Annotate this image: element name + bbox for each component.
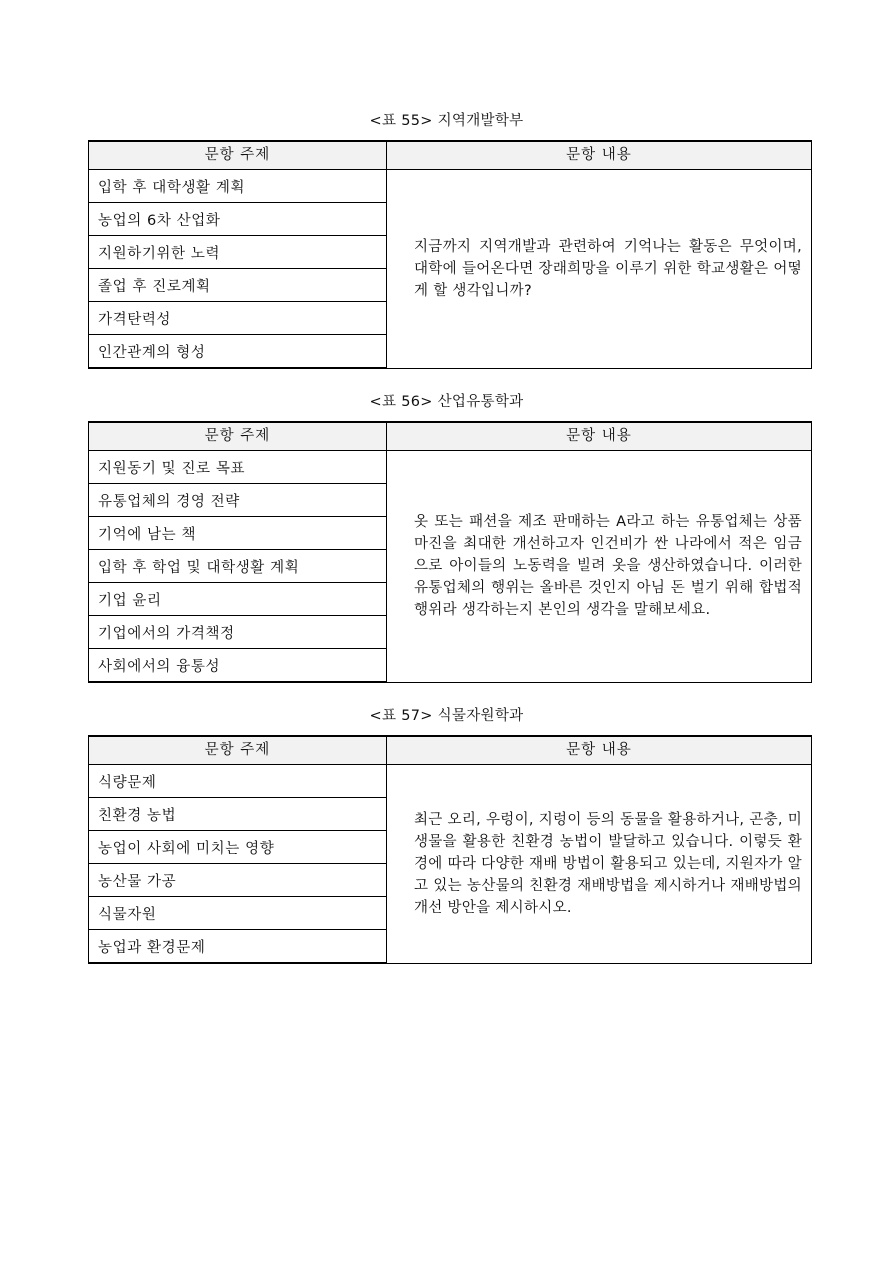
table-header-row [89, 736, 812, 765]
topic-cell: 입학 후 대학생활 계획 [89, 170, 387, 203]
table-caption: <표 56> 산업유통학과 [369, 394, 524, 410]
header-topic: 문항 주제 [89, 141, 387, 170]
topic-cell: 친환경 농법 [89, 798, 387, 831]
table-row [89, 170, 812, 203]
topic-cell: 지원하기위한 노력 [89, 236, 387, 269]
topic-cell: 식물자원 [89, 897, 387, 930]
topic-cell: 유통업체의 경영 전략 [89, 484, 387, 517]
topic-cell: 입학 후 학업 및 대학생활 계획 [89, 550, 387, 583]
topic-cell: 농업의 6차 산업화 [89, 203, 387, 236]
topic-cell: 가격탄력성 [89, 302, 387, 335]
topic-cell: 농업과 환경문제 [89, 930, 387, 964]
table-row [89, 451, 812, 484]
question-table [88, 735, 812, 964]
topic-cell: 졸업 후 진로계획 [89, 269, 387, 302]
header-topic: 문항 주제 [89, 422, 387, 451]
topic-cell: 농산물 가공 [89, 864, 387, 897]
table-header-row [89, 422, 812, 451]
question-table [88, 140, 812, 369]
table-caption: <표 55> 지역개발학부 [369, 113, 524, 129]
topic-cell: 지원동기 및 진로 목표 [89, 451, 387, 484]
table-row [89, 765, 812, 798]
content-cell: 최근 오리, 우렁이, 지렁이 등의 동물을 활용하거나, 곤충, 미생물을 활용한 친환경 농법이 발달하고 있습니다. 이렇듯 환경에 따라 다양한 재배 방법이 활용되고 있는데, 지원자가 알고 있는 농산물의 친환경 재배방법을 제시하거나 재배방법의 개선 방안을 제시하시오. [387, 765, 812, 964]
topic-cell: 기억에 남는 책 [89, 517, 387, 550]
header-content: 문항 내용 [387, 736, 812, 765]
topic-cell: 기업 윤리 [89, 583, 387, 616]
question-table [88, 421, 812, 683]
topic-cell: 인간관계의 형성 [89, 335, 387, 369]
topic-cell: 농업이 사회에 미치는 영향 [89, 831, 387, 864]
header-content: 문항 내용 [387, 422, 812, 451]
topic-cell: 사회에서의 융통성 [89, 649, 387, 683]
content-cell: 지금까지 지역개발과 관련하여 기억나는 활동은 무엇이며, 대학에 들어온다면 장래희망을 이루기 위한 학교생활은 어떻게 할 생각입니까? [387, 170, 812, 369]
topic-cell: 기업에서의 가격책정 [89, 616, 387, 649]
header-topic: 문항 주제 [89, 736, 387, 765]
topic-cell: 식량문제 [89, 765, 387, 798]
table-caption: <표 57> 식물자원학과 [369, 708, 524, 724]
table-header-row [89, 141, 812, 170]
content-cell: 옷 또는 패션을 제조 판매하는 A라고 하는 유통업체는 상품마진을 최대한 개선하고자 인건비가 싼 나라에서 적은 임금으로 아이들의 노동력을 빌려 옷을 생산하였습니다. 이러한 유통업체의 행위는 올바른 것인지 아님 돈 벌기 위해 합법적 행위라 생각하는지 본인의 생각을 말해보세요. [387, 451, 812, 683]
header-content: 문항 내용 [387, 141, 812, 170]
